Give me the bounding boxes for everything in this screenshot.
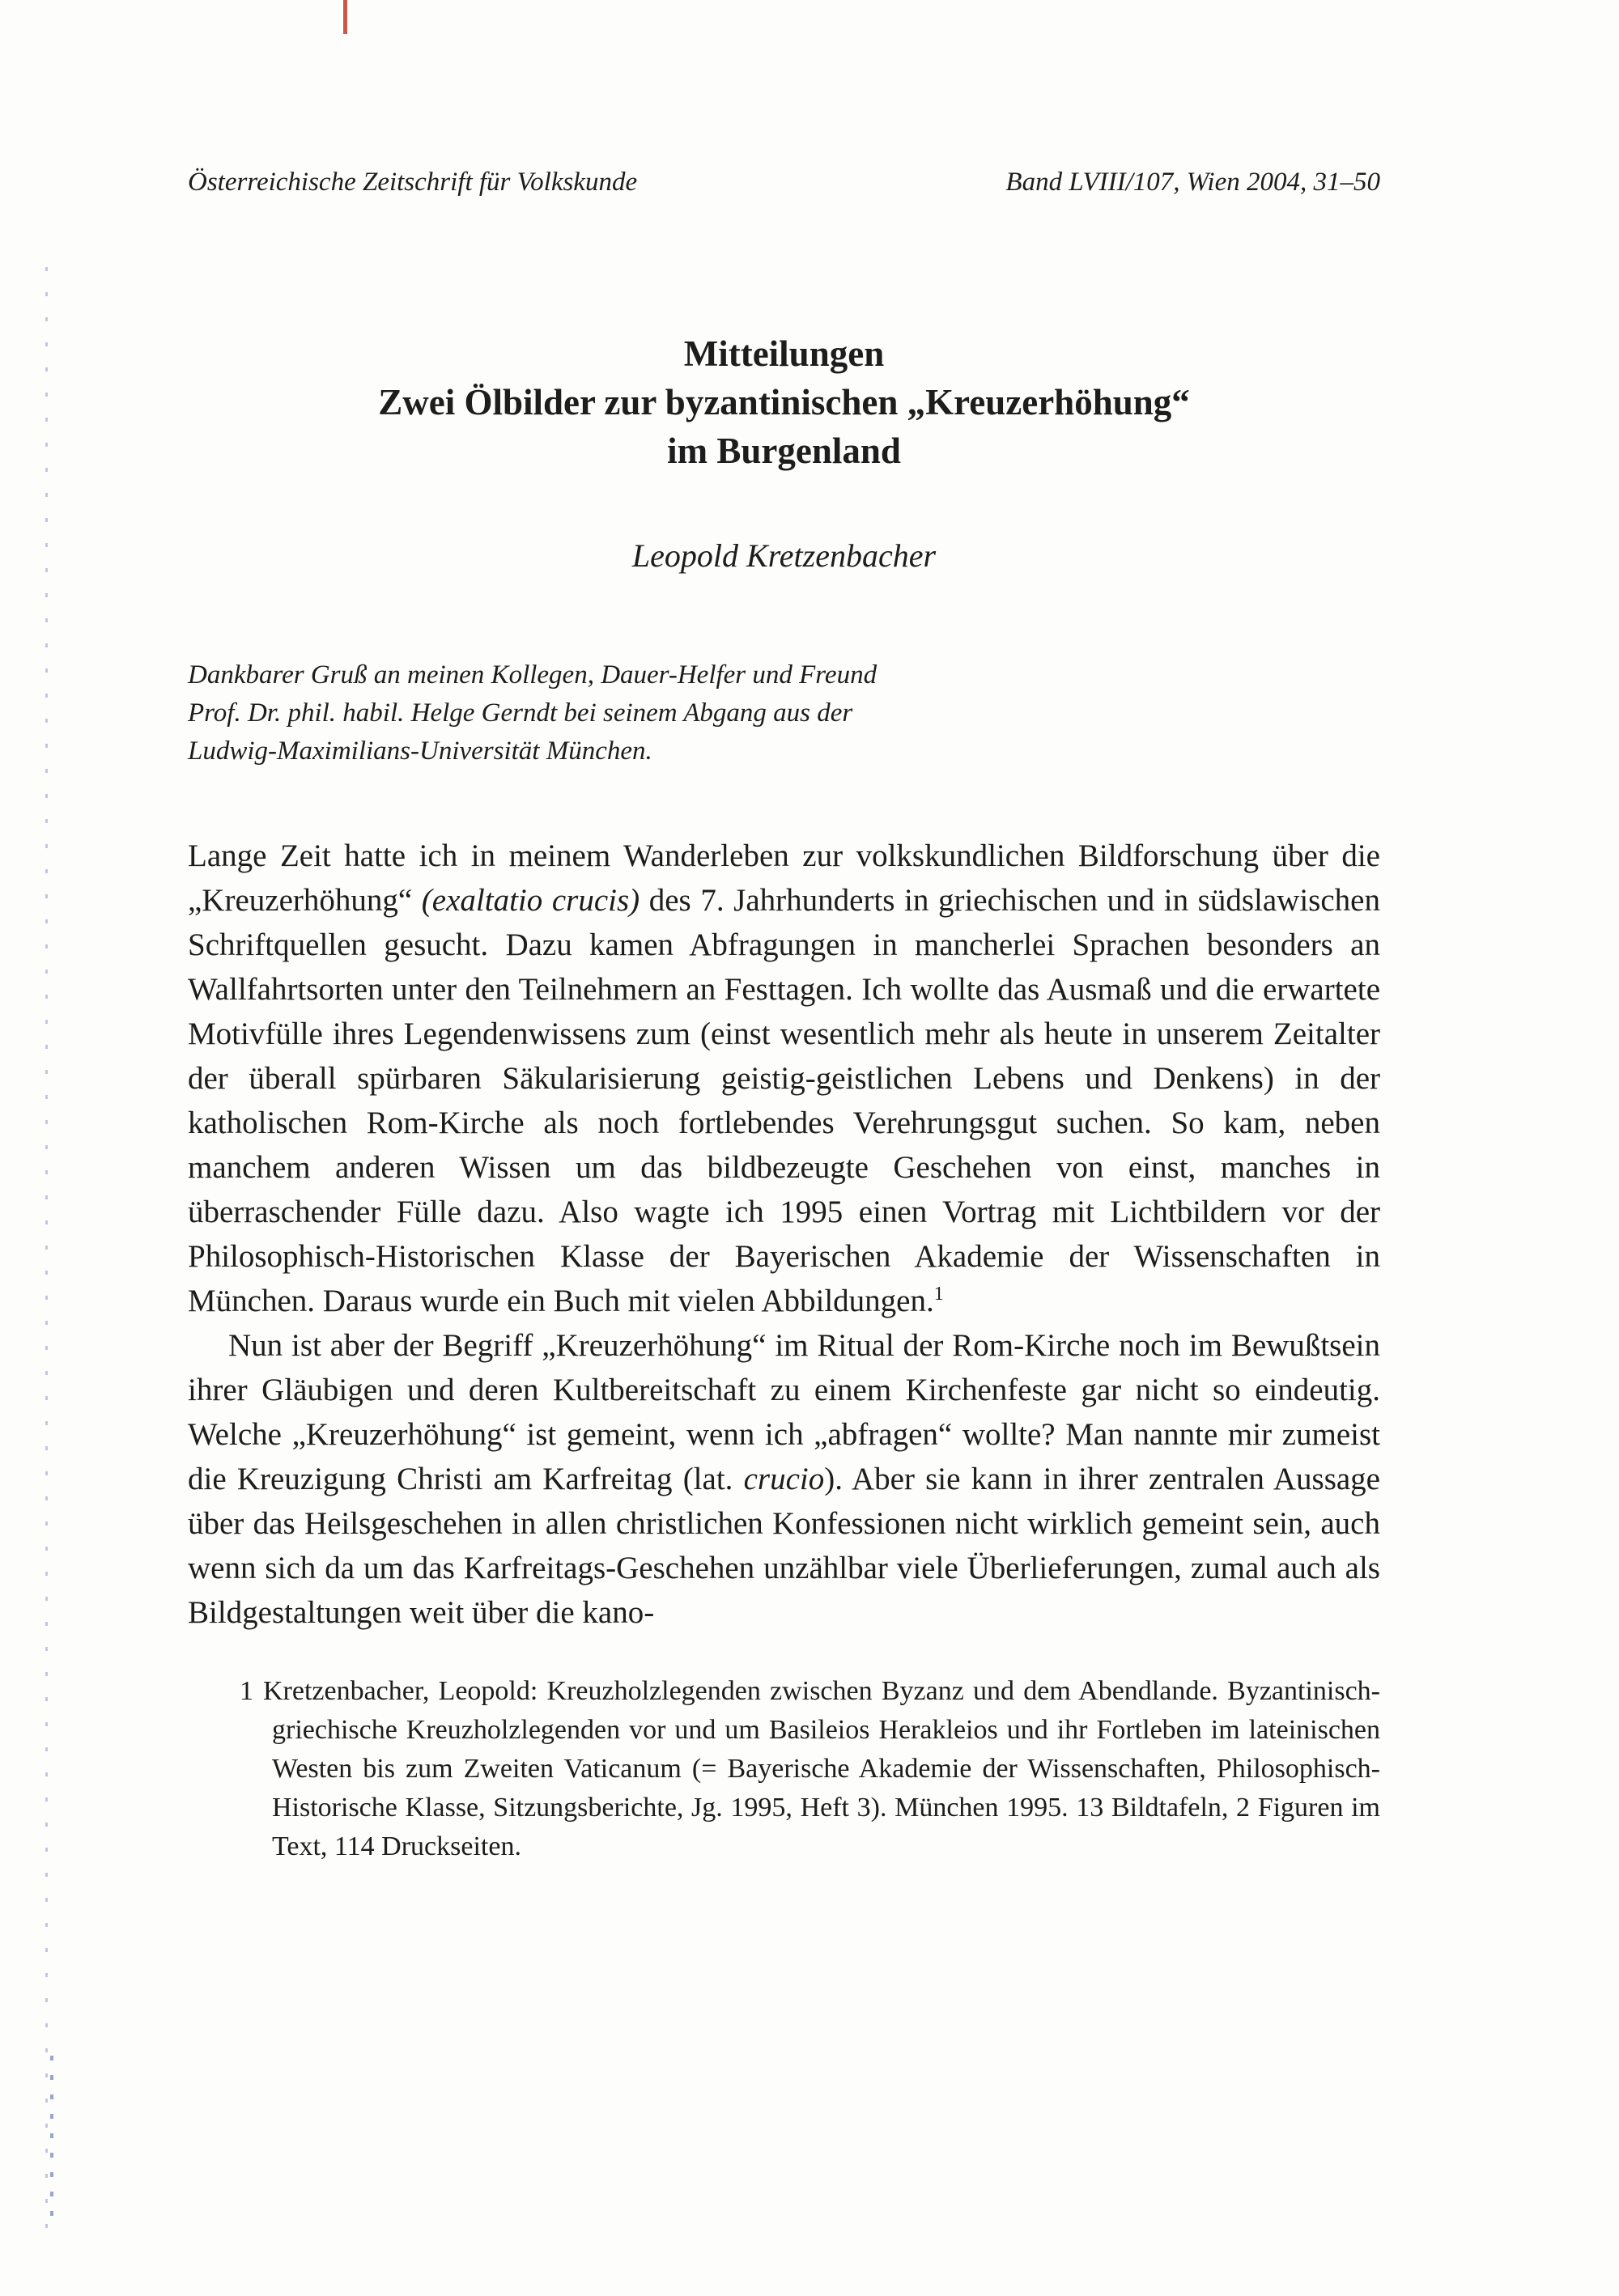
dedication-line-3: Ludwig-Maximilians-Universität München. xyxy=(188,736,652,766)
article-body xyxy=(188,834,1380,1635)
page-content xyxy=(188,166,1380,1866)
scan-artifact-red-mark xyxy=(343,0,347,34)
footnote-text: Kretzenbacher, Leopold: Kreuzholzlegenden zwischen Byzanz und dem Abendlande. Byzantinisch-griechische Kreuzholzlegenden vor und um Basileios Herakleios und ihr Fortleben im lateinischen Westen bis zum Zweiten Vaticanum (= Bayerische Akademie der Wissenschaften, Philosophisch-Historische Klasse, Sitzungsberichte, Jg. 1995, Heft 3). München 1995. 13 Bildtafeln, 2 Figuren im Text, 114 Druckseiten. xyxy=(263,1676,1380,1861)
paragraph-1-text-b: des 7. Jahrhunderts in griechischen und in südslawischen Schriftquellen gesucht. Dazu kamen Abfragungen in mancherlei Sprachen besonders an Wallfahrtsorten unter den Teilnehmern an Festtagen. Ich wollte das Ausmaß und die erwartete Motivfülle ihres Legendenwissens zum (einst wesentlich mehr als heute in unserem Zeitalter der überall spürbaren Säkularisierung geistig-geistlichen Lebens und Denkens) in der katholischen Rom-Kirche als noch fortlebendes Verehrungsgut suchen. So kam, neben manchem anderen Wissen um das bildbezeugte Geschehen von einst, manches in überraschender Fülle dazu. Also wagte ich 1995 einen Vortrag mit Lichtbildern vor der Philosophisch-Historischen Klasse der Bayerischen Akademie der Wissenschaften in München. Daraus wurde ein Buch mit vielen Abbildungen. xyxy=(188,883,1380,1318)
author-name: Leopold Kretzenbacher xyxy=(631,537,937,574)
paragraph-2-latin-word: crucio xyxy=(743,1462,825,1496)
dedication-line-1: Dankbarer Gruß an meinen Kollegen, Dauer-Helfer und Freund xyxy=(188,660,877,690)
title-line-2: Zwei Ölbilder zur byzantinischen „Kreuzerhöhung“ xyxy=(378,382,1190,422)
paragraph-1 xyxy=(188,834,1380,1323)
paragraph-1-latin-phrase: (exaltatio crucis) xyxy=(421,883,640,918)
paragraph-1-text-a: Lange Zeit hatte ich in meinem Wanderleben zur volkskundlichen Bildforschung über die „Kreuzerhöhung“ xyxy=(188,838,1380,918)
dedication-line-2: Prof. Dr. phil. habil. Helge Gerndt bei seinem Abgang aus der xyxy=(188,698,853,728)
running-header xyxy=(188,166,1380,198)
footnote-reference-1: 1 xyxy=(933,1284,944,1305)
paragraph-2-text-a: Nun ist aber der Begriff „Kreuzerhöhung“ im Ritual der Rom-Kirche noch im Bewußtsein ihrer Gläubigen und deren Kultbereitschaft zu einem Kirchenfeste gar nicht so eindeutig. Welche „Kreuzerhöhung“ ist gemeint, wenn ich „abfragen“ wollte? Man nannte mir zumeist die Kreuzigung Christi am Karfreitag (lat. xyxy=(188,1328,1380,1496)
scan-artifact-dotted-margin-specks xyxy=(50,2056,53,2217)
issue-info: Band LVIII/107, Wien 2004, 31–50 xyxy=(1005,168,1380,197)
footnote-marker: 1 xyxy=(240,1676,253,1706)
scan-artifact-dotted-margin-line xyxy=(45,267,48,2234)
footnote-1 xyxy=(240,1672,1380,1866)
title-line-1: Mitteilungen xyxy=(683,333,885,374)
title-line-3: im Burgenland xyxy=(667,431,901,471)
dedication xyxy=(188,656,1380,770)
article-title xyxy=(188,329,1380,475)
journal-name: Österreichische Zeitschrift für Volkskunde xyxy=(188,168,638,197)
paragraph-2-text-b: ). Aber sie kann in ihrer zentralen Aussage über das Heilsgeschehen in allen christlichen Konfessionen nicht wirklich gemeint sein, auch wenn sich da um das Karfreitags-Geschehen unzählbar viele Überlieferungen, zumal auch als Bildgestaltungen weit über die kano- xyxy=(188,1462,1380,1630)
paragraph-2 xyxy=(188,1323,1380,1635)
